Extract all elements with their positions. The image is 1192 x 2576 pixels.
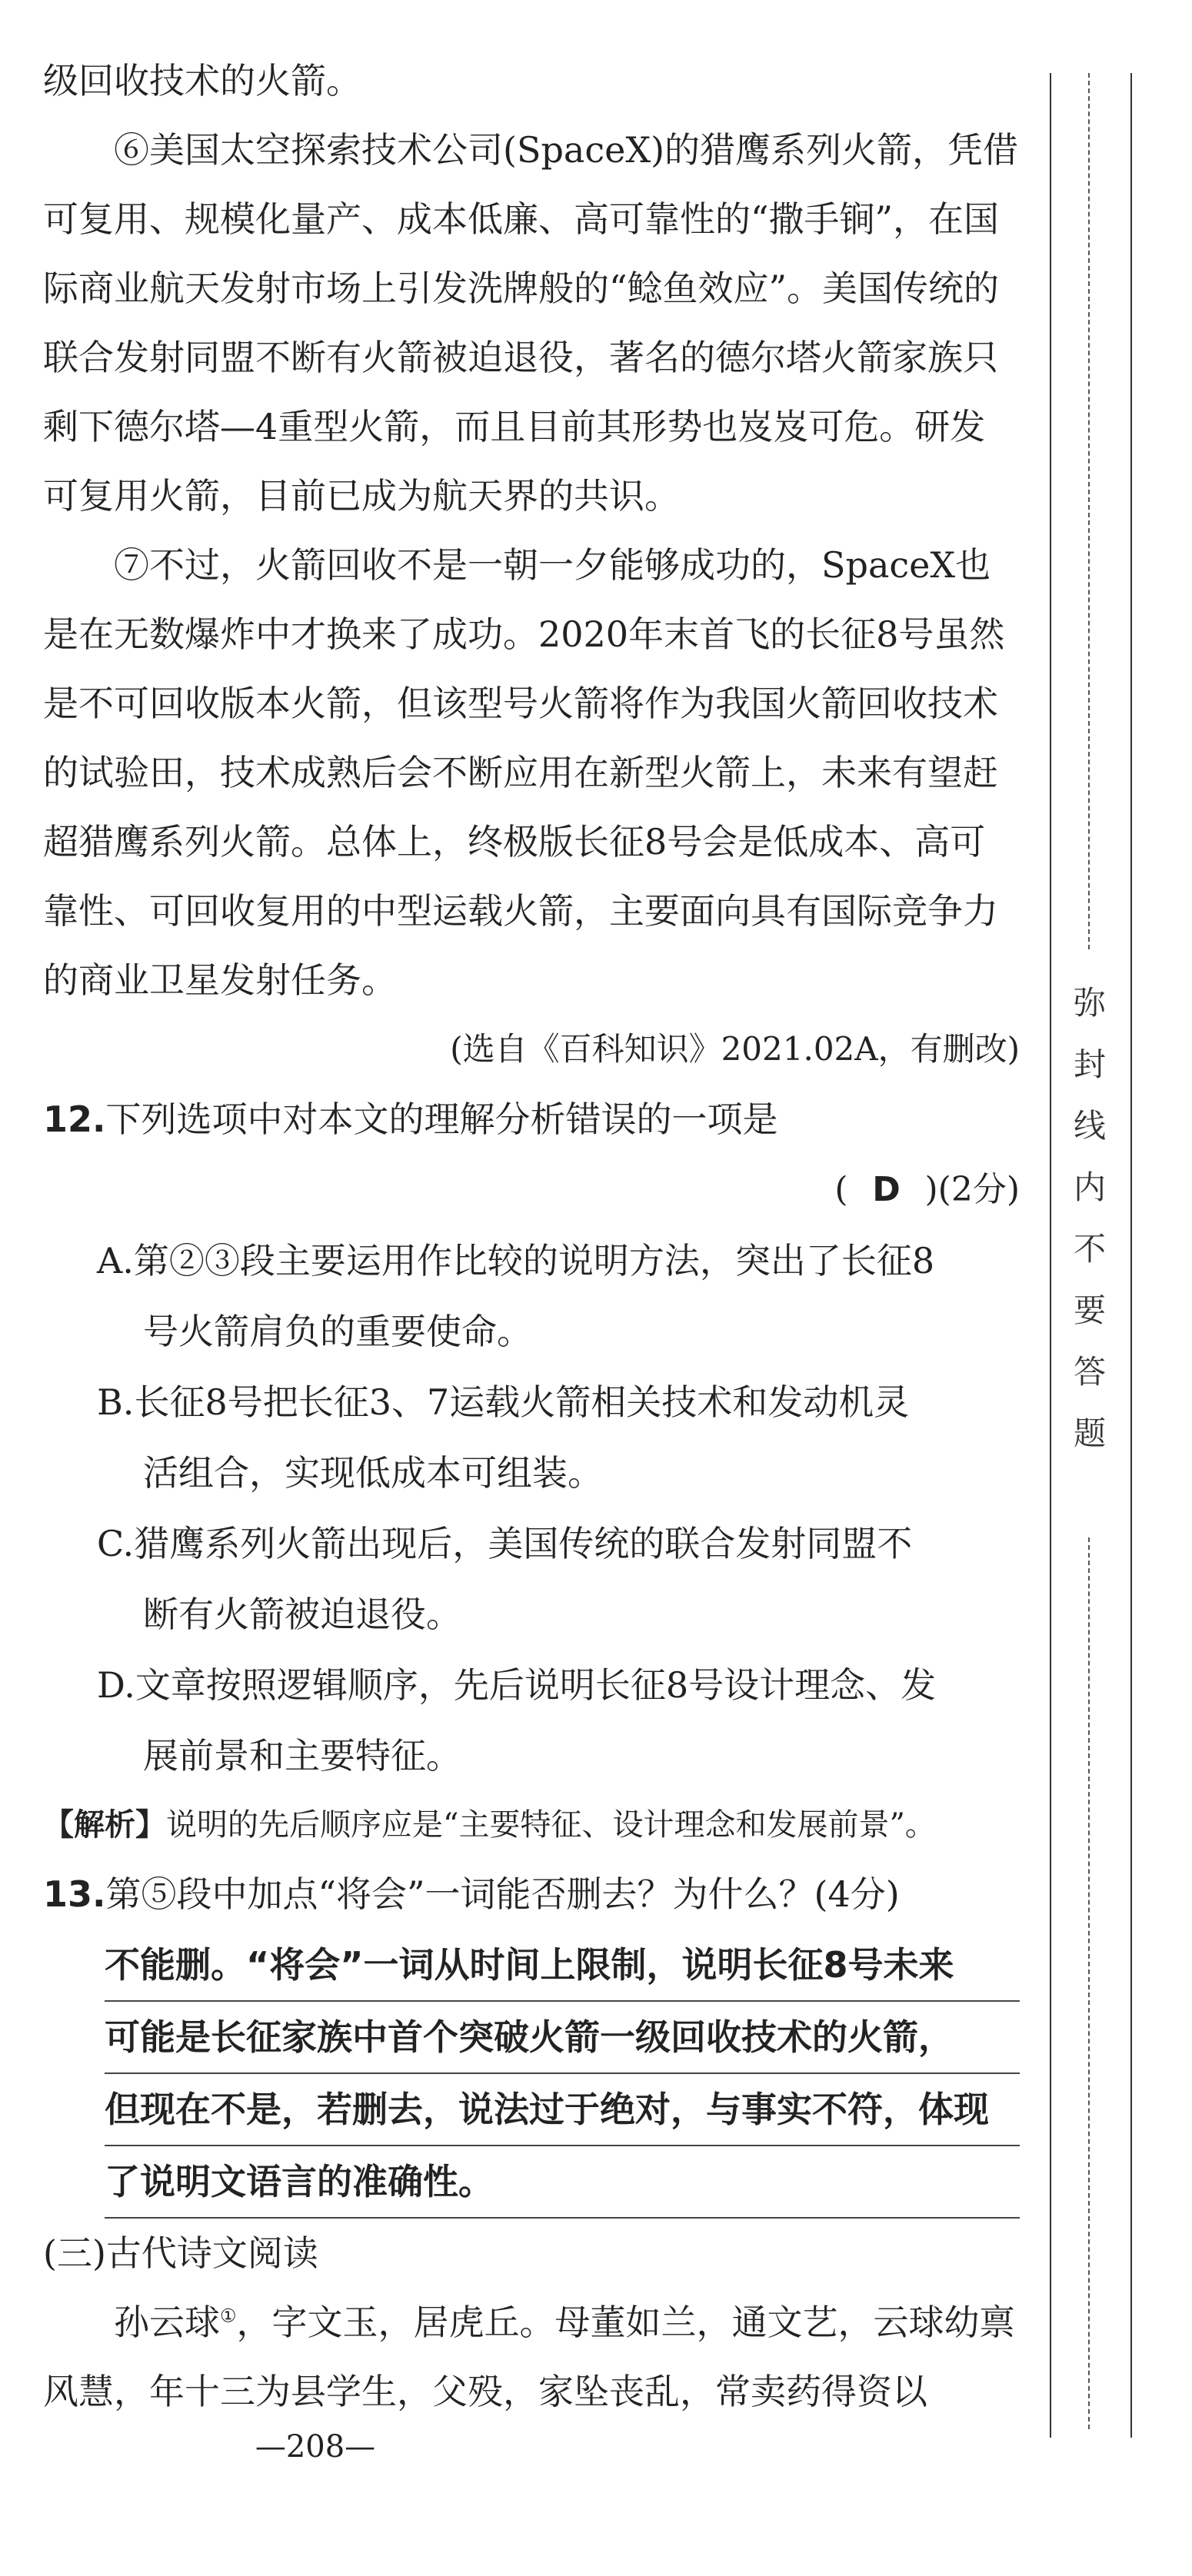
seal-char-3: 线 [1073,1107,1106,1145]
answer-line-1: 不能删。“将会”一词从时间上限制，说明长征8号未来 [105,1930,1020,2002]
seal-char-2: 封 [1073,1045,1106,1083]
margin-line-right [1130,73,1132,2438]
answer-score: )(2分) [924,1170,1020,1209]
section-heading: (三)古代诗文阅读 [43,2232,318,2274]
answer-line-2: 可能是长征家族中首个突破火箭一级回收技术的火箭， [105,2002,1020,2074]
seal-char-7: 答 [1073,1353,1106,1391]
seal-char-5: 不 [1073,1230,1106,1268]
question-12 [43,1084,1020,1155]
option-c-line2: 断有火箭被迫退役。 [143,1594,461,1635]
passage-source: (选自《百科知识》2021.02A，有删改) [450,1030,1020,1068]
question-13-text: 第⑤段中加点“将会”一词能否删去？为什么？(4分) [105,1873,900,1915]
intro-name: 孙云球 [114,2302,220,2343]
passage-paragraph-6: ⑥美国太空探索技术公司(SpaceX)的猎鹰系列火箭，凭借可复用、规模化量产、成本低廉、高可靠性的“撒手锏”，在国际商业航天发射市场上引发洗牌般的“鲶鱼效应”。美国传统的联合发射同盟不断有火箭被迫退役，著名的德尔塔火箭家族只剩下德尔塔—4重型火箭，而且目前其形势也岌岌可危。研发可复用火箭，目前已成为航天界的共识。 [43,129,1019,517]
option-c-line1: 猎鹰系列火箭出现后，美国传统的联合发射同盟不 [134,1523,913,1564]
option-a-line2: 号火箭肩负的重要使命。 [143,1311,532,1352]
option-d-line2: 展前景和主要特征。 [143,1735,461,1777]
question-13-answer [105,1930,1020,2219]
option-b-line2: 活组合，实现低成本可组装。 [143,1452,603,1494]
seal-dash-top [1088,73,1090,949]
seal-char-6: 要 [1073,1291,1106,1329]
answer-line-4: 了说明文语言的准确性。 [105,2146,1020,2219]
footnote-marker: ① [220,2305,237,2327]
option-b [97,1367,1020,1508]
page-number: —208— [255,2429,376,2465]
option-c-label: C. [97,1523,135,1564]
passage-line-0: 级回收技术的火箭。 [43,60,361,101]
seal-line-notice [1070,972,1109,1464]
answer-letter: D [872,1170,901,1209]
option-b-line1: 长征8号把长征3、7运载火箭相关技术和发动机灵 [134,1381,910,1423]
margin-line-left [1050,73,1051,2438]
intro-text: ，字文玉，居虎丘。母董如兰，通文艺，云球幼禀风慧，年十三为县学生，父殁，家坠丧乱，常卖药得资以 [43,2302,1015,2412]
question-12-text: 下列选项中对本文的理解分析错误的一项是 [105,1099,778,1140]
option-d-label: D. [97,1664,135,1706]
main-content [43,46,1020,2426]
option-d-line1: 文章按照逻辑顺序，先后说明长征8号设计理念、发 [135,1664,937,1706]
question-13 [43,1859,1020,1930]
question-13-number: 13. [43,1873,106,1915]
option-c [97,1508,1020,1650]
question-12-answer [43,1155,1020,1225]
option-a [97,1225,1020,1367]
seal-dash-bottom [1088,1537,1090,2429]
analysis-tag: 【解析】 [43,1807,166,1843]
seal-char-4: 内 [1073,1168,1106,1206]
option-a-label: A. [97,1240,134,1281]
option-a-line1: 第②③段主要运用作比较的说明方法，突出了长征8 [133,1240,935,1281]
option-b-label: B. [97,1381,135,1423]
analysis-text: 说明的先后顺序应是“主要特征、设计理念和发展前景”。 [166,1807,936,1843]
option-d [97,1650,1020,1791]
seal-char-1: 弥 [1073,984,1106,1022]
section-intro [43,2288,1020,2426]
seal-char-8: 题 [1073,1414,1106,1452]
passage-paragraph-7: ⑦不过，火箭回收不是一朝一夕能够成功的，SpaceX也是在无数爆炸中才换来了成功。2020年末首飞的长征8号虽然是不可回收版本火箭，但该型号火箭将作为我国火箭回收技术的试验田，技术成熟后会不断应用在新型火箭上，未来有望赶超猎鹰系列火箭。总体上，终极版长征8号会是低成本、高可靠性、可回收复用的中型运载火箭，主要面向具有国际竞争力的商业卫星发射任务。 [43,544,1005,1001]
answer-line-3: 但现在不是，若删去，说法过于绝对，与事实不符，体现 [105,2074,1020,2146]
question-12-number: 12. [43,1099,106,1140]
question-12-analysis [43,1791,1020,1859]
answer-open-paren: ( [834,1170,848,1209]
